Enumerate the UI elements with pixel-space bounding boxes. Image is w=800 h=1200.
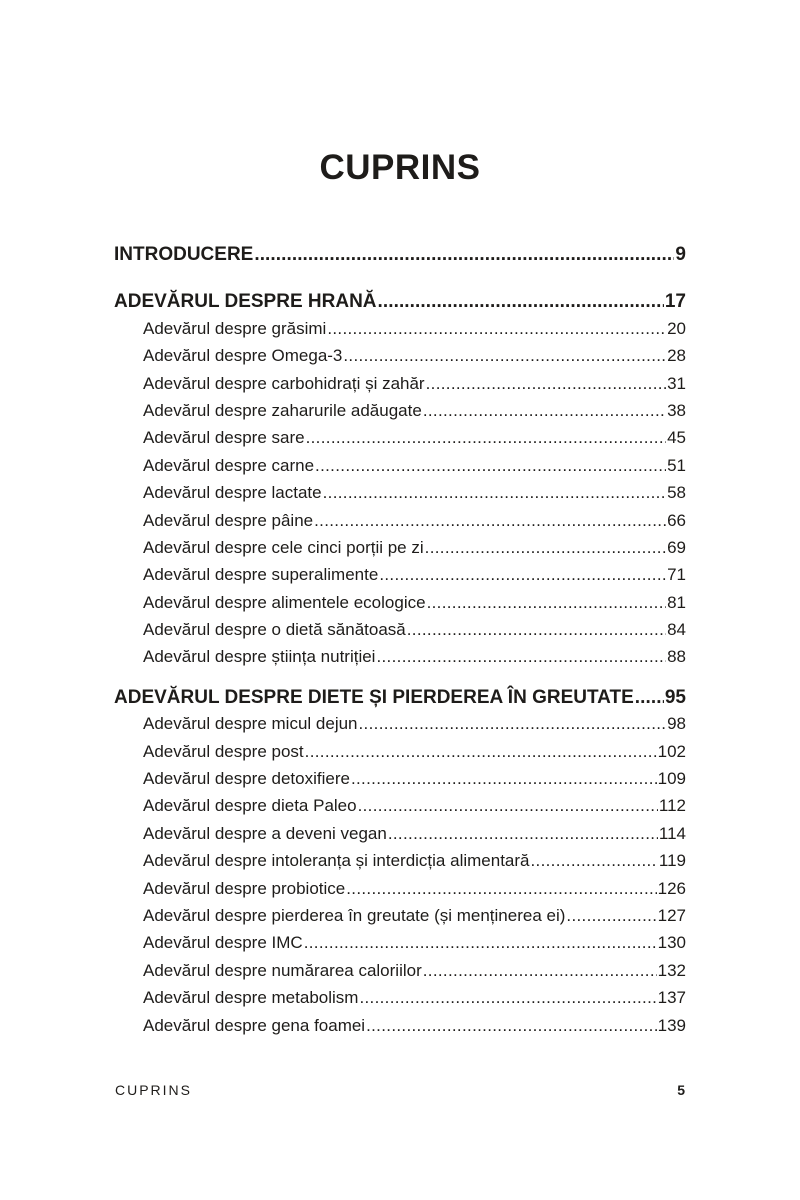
dot-leader bbox=[426, 374, 666, 394]
toc-entry-page: 20 bbox=[667, 318, 686, 338]
toc-entry bbox=[114, 483, 686, 510]
toc-entry-label: Adevărul despre sare bbox=[143, 428, 305, 448]
toc-entry-page: 84 bbox=[667, 620, 686, 640]
dot-leader bbox=[343, 346, 666, 366]
dot-leader bbox=[314, 511, 666, 531]
dot-leader bbox=[304, 933, 657, 953]
toc-entry bbox=[114, 647, 686, 674]
dot-leader bbox=[315, 456, 666, 476]
toc-section bbox=[114, 244, 686, 271]
dot-leader bbox=[254, 244, 674, 266]
toc-entry-page: 51 bbox=[667, 455, 686, 475]
toc-entry bbox=[114, 988, 686, 1015]
toc-section-page: 95 bbox=[664, 686, 686, 708]
toc-entry-label: Adevărul despre post bbox=[143, 741, 304, 761]
toc-entry-page: 127 bbox=[657, 905, 686, 925]
dot-leader bbox=[351, 769, 657, 789]
toc-entry bbox=[114, 824, 686, 851]
toc-entry-page: 98 bbox=[667, 714, 686, 734]
dot-leader bbox=[566, 906, 656, 926]
dot-leader bbox=[635, 687, 664, 709]
toc-entry bbox=[114, 565, 686, 592]
toc-section-page: 9 bbox=[675, 244, 686, 265]
toc-entry bbox=[114, 511, 686, 538]
dot-leader bbox=[423, 401, 666, 421]
dot-leader bbox=[378, 291, 664, 313]
toc-entry-label: Adevărul despre probiotice bbox=[143, 878, 346, 898]
toc-entry-label: Adevărul despre alimentele ecologice bbox=[143, 592, 426, 612]
toc-entry-page: 81 bbox=[667, 592, 686, 612]
toc-entry-label: Adevărul despre intoleranța și interdicția alimentară bbox=[143, 851, 530, 871]
toc-entry-label: Adevărul despre grăsimi bbox=[143, 318, 327, 338]
toc-entry-label: Adevărul despre Omega-3 bbox=[143, 346, 343, 366]
toc-entry bbox=[114, 1016, 686, 1043]
toc-entry-page: 69 bbox=[667, 537, 686, 557]
dot-leader bbox=[388, 824, 658, 844]
toc-entry bbox=[114, 401, 686, 428]
toc-entry bbox=[114, 538, 686, 565]
toc-entry-page: 45 bbox=[667, 428, 686, 448]
dot-leader bbox=[423, 961, 657, 981]
toc-entry-label: Adevărul despre numărarea caloriilor bbox=[143, 960, 422, 980]
toc-entry-label: Adevărul despre superalimente bbox=[143, 565, 379, 585]
dot-leader bbox=[359, 714, 667, 734]
toc-entry-label: Adevărul despre carbohidrați și zahăr bbox=[143, 373, 425, 393]
page-title: CUPRINS bbox=[319, 148, 481, 187]
toc-entry-label: Adevărul despre metabolism bbox=[143, 988, 359, 1008]
toc-section-label: ADEVĂRUL DESPRE DIETE ȘI PIERDEREA ÎN GREUTATE bbox=[114, 686, 634, 708]
toc-entry bbox=[114, 961, 686, 988]
toc-entry bbox=[114, 933, 686, 960]
toc-entry-label: Adevărul despre gena foamei bbox=[143, 1015, 366, 1035]
toc-entry-page: 112 bbox=[658, 796, 686, 816]
toc-entry-label: Adevărul despre detoxifiere bbox=[143, 769, 350, 789]
dot-leader bbox=[346, 879, 656, 899]
toc-entry-page: 137 bbox=[657, 988, 686, 1008]
toc-entry-label: Adevărul despre lactate bbox=[143, 483, 322, 503]
toc-entry bbox=[114, 851, 686, 878]
dot-leader bbox=[358, 796, 658, 816]
dot-leader bbox=[327, 319, 666, 339]
toc-entry-page: 139 bbox=[657, 1015, 686, 1035]
toc-entry-label: Adevărul despre zaharurile adăugate bbox=[143, 400, 422, 420]
toc-entry-page: 114 bbox=[658, 823, 686, 843]
toc-entry bbox=[114, 714, 686, 741]
dot-leader bbox=[407, 620, 666, 640]
page-number: 5 bbox=[677, 1082, 685, 1098]
toc-entry bbox=[114, 879, 686, 906]
toc-entry-page: 119 bbox=[658, 851, 686, 871]
toc-entry bbox=[114, 346, 686, 373]
dot-leader bbox=[306, 428, 666, 448]
toc-entry-label: Adevărul despre micul dejun bbox=[143, 714, 358, 734]
toc-entry-page: 66 bbox=[667, 510, 686, 530]
dot-leader bbox=[305, 742, 657, 762]
toc-section-label: ADEVĂRUL DESPRE HRANĂ bbox=[114, 291, 377, 313]
toc-entry-page: 109 bbox=[657, 769, 686, 789]
toc-entry-page: 71 bbox=[667, 565, 686, 585]
toc-entry-label: Adevărul despre o dietă sănătoasă bbox=[143, 620, 406, 640]
toc-entry bbox=[114, 593, 686, 620]
toc-entry-page: 102 bbox=[657, 741, 686, 761]
dot-leader bbox=[376, 647, 666, 667]
toc-section bbox=[114, 291, 686, 318]
dot-leader bbox=[366, 1016, 657, 1036]
toc-entry bbox=[114, 769, 686, 796]
toc-section bbox=[114, 687, 686, 714]
toc-entry bbox=[114, 620, 686, 647]
table-of-contents bbox=[114, 244, 686, 1043]
dot-leader bbox=[379, 565, 666, 585]
toc-entry-page: 31 bbox=[667, 373, 686, 393]
toc-entry bbox=[114, 319, 686, 346]
toc-entry-label: Adevărul despre știința nutriției bbox=[143, 647, 376, 667]
toc-entry-label: Adevărul despre carne bbox=[143, 455, 315, 475]
running-head: CUPRINS bbox=[115, 1082, 193, 1098]
dot-leader bbox=[359, 988, 656, 1008]
toc-entry-page: 88 bbox=[667, 647, 686, 667]
toc-section-page: 17 bbox=[664, 291, 686, 313]
toc-entry-page: 28 bbox=[667, 346, 686, 366]
dot-leader bbox=[425, 538, 666, 558]
toc-entry-label: Adevărul despre IMC bbox=[143, 933, 303, 953]
toc-entry-page: 38 bbox=[667, 400, 686, 420]
toc-entry-label: Adevărul despre cele cinci porții pe zi bbox=[143, 537, 424, 557]
toc-section-label: INTRODUCERE bbox=[114, 244, 254, 265]
toc-entry bbox=[114, 456, 686, 483]
toc-entry-label: Adevărul despre pâine bbox=[143, 510, 314, 530]
toc-entry-page: 130 bbox=[657, 933, 686, 953]
toc-entry-page: 126 bbox=[657, 878, 686, 898]
toc-entry-label: Adevărul despre pierderea în greutate (și menținerea ei) bbox=[143, 905, 566, 925]
toc-entry bbox=[114, 742, 686, 769]
dot-leader bbox=[427, 593, 667, 613]
dot-leader bbox=[530, 851, 657, 871]
toc-entry-label: Adevărul despre dieta Paleo bbox=[143, 796, 357, 816]
toc-entry bbox=[114, 796, 686, 823]
toc-entry-page: 58 bbox=[667, 483, 686, 503]
toc-entry bbox=[114, 374, 686, 401]
toc-entry-label: Adevărul despre a deveni vegan bbox=[143, 823, 387, 843]
dot-leader bbox=[323, 483, 666, 503]
toc-entry bbox=[114, 428, 686, 455]
toc-entry bbox=[114, 906, 686, 933]
toc-entry-page: 132 bbox=[657, 960, 686, 980]
